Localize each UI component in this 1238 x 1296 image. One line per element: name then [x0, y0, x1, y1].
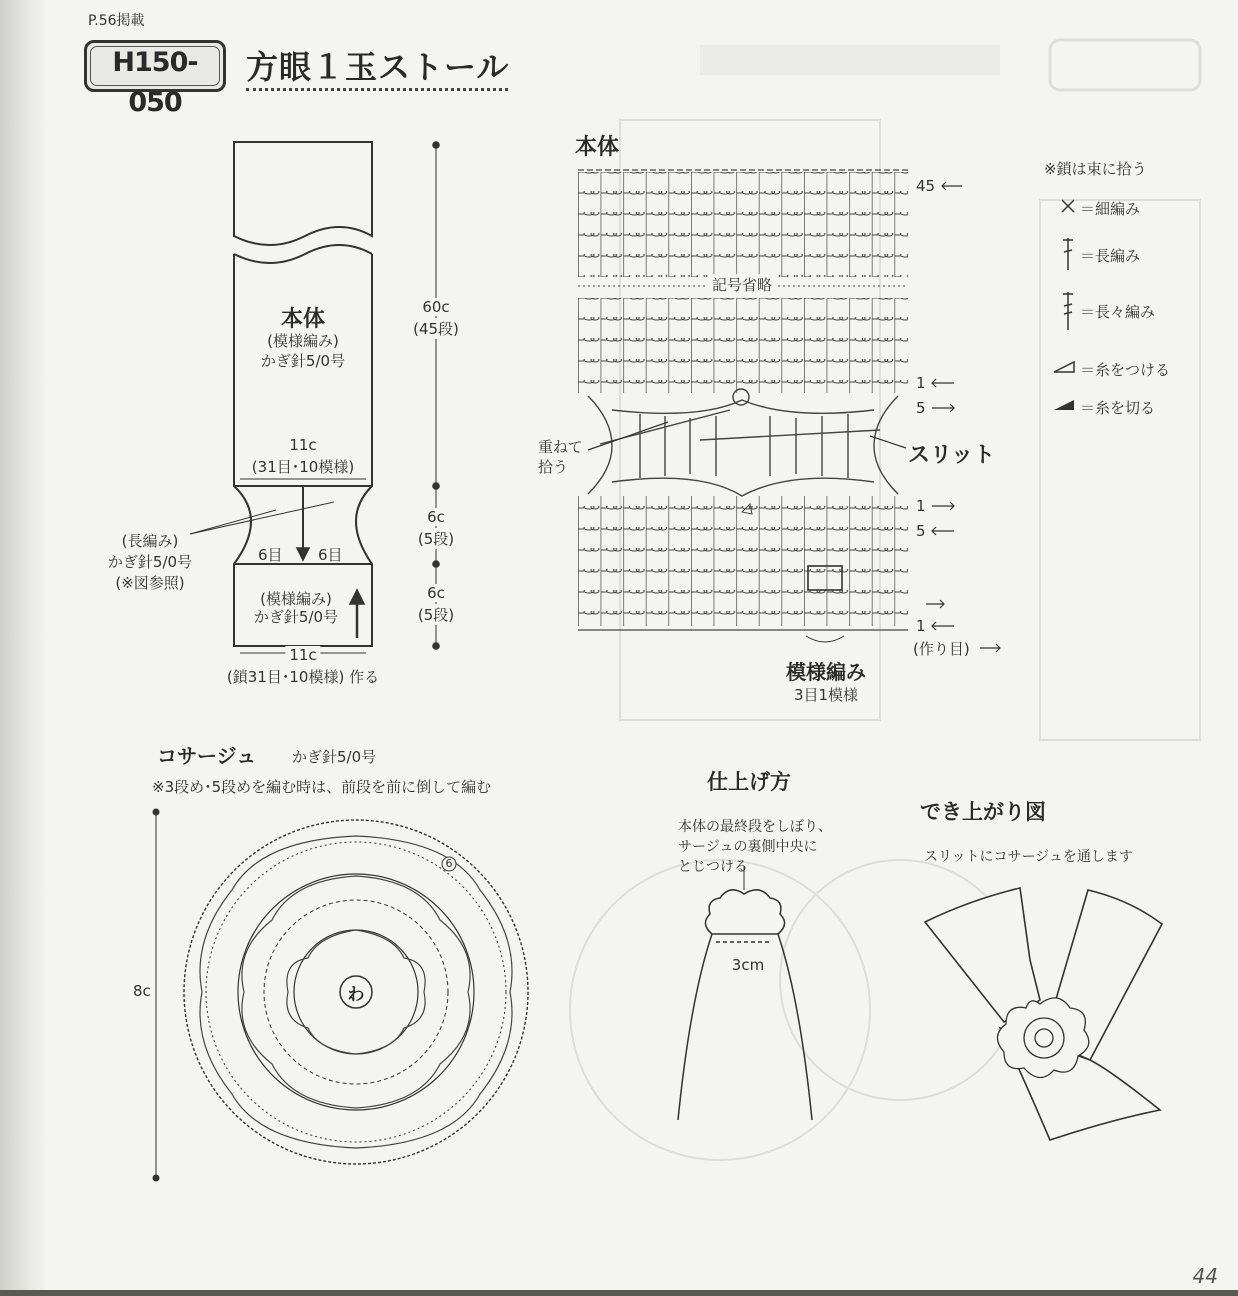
right-6-stitches: 6目: [318, 546, 343, 564]
chart-slit: スリット: [908, 443, 996, 468]
chart-row-1b: 1: [916, 497, 926, 515]
dim-11-top-sub: (31目･10模様): [251, 458, 355, 476]
dim-6a: 6c: [427, 508, 445, 526]
corsage-center-ring: わ: [347, 985, 365, 1005]
legend-single-crochet: ＝細編み: [1080, 200, 1141, 218]
waist-hook: かぎ針5/0号: [107, 553, 193, 571]
finishing-line-2: サージュの裏側中央に: [678, 839, 818, 855]
finishing-title: 仕上げ方: [707, 770, 791, 794]
chart-row-45: 45: [916, 177, 936, 195]
page-reference: P.56掲載: [88, 13, 145, 29]
dim-11-bottom: 11c: [285, 646, 320, 664]
chart-overlap-2: 拾う: [538, 458, 569, 476]
chart-row-5b: 5: [916, 522, 926, 540]
dim-60-rows: (45段): [413, 320, 459, 338]
waist-note: (※図参照): [115, 574, 185, 592]
legend-cut-yarn: ＝糸を切る: [1080, 399, 1156, 417]
page-title: 方眼１玉ストール: [246, 48, 510, 86]
dim-6b-rows: (5段): [417, 606, 455, 624]
legend-note: ※鎖は束に拾う: [1044, 160, 1147, 178]
chart-foundation: (作り目): [913, 640, 970, 658]
finishing-width: 3cm: [731, 956, 765, 974]
completed-title: でき上がり図: [920, 800, 1046, 824]
chart-row-1c: 1: [916, 617, 926, 635]
corsage-hook: かぎ針5/0号: [292, 748, 377, 766]
chart-overlap-1: 重ねて: [538, 438, 583, 456]
page-number: 44: [1192, 1264, 1218, 1288]
legend-double-crochet: ＝長編み: [1080, 247, 1141, 265]
corsage-note: ※3段め･5段めを編む時は、前段を前に倒して編む: [152, 778, 492, 796]
chart-symbols-omitted: 記号省略: [708, 274, 776, 295]
schematic-body-label: 本体: [280, 307, 326, 332]
finishing-line-3: とじつける: [678, 859, 748, 875]
chart-row-1a: 1: [916, 374, 926, 392]
chart-title: 本体: [575, 135, 620, 160]
corsage-row-6: 6: [445, 857, 453, 870]
bottom-stitch: (模様編み): [260, 590, 332, 608]
corsage-title: コサージュ: [157, 744, 257, 768]
left-6-stitches: 6目: [258, 546, 283, 564]
corsage-size: 8c: [133, 982, 151, 1000]
dim-6a-rows: (5段): [417, 530, 455, 548]
schematic-body-hook: かぎ針5/0号: [260, 352, 346, 370]
dim-6b: 6c: [427, 584, 445, 602]
legend-treble-crochet: ＝長々編み: [1080, 303, 1156, 321]
bottom-edge: [0, 1290, 1238, 1296]
chart-row-5a: 5: [916, 399, 926, 417]
finishing-line-1: 本体の最終段をしぼり、: [678, 819, 832, 835]
legend-join-yarn: ＝糸をつける: [1080, 361, 1171, 379]
chart-pattern-repeat: 3目1模様: [793, 686, 859, 704]
dim-11-bottom-sub: (鎖31目･10模様) 作る: [226, 668, 380, 686]
dim-60: 60c: [422, 298, 450, 316]
pattern-code: H150-050: [112, 47, 198, 118]
bottom-hook: かぎ針5/0号: [253, 608, 339, 626]
schematic-body-stitch: (模様編み): [267, 332, 339, 350]
waist-stitch: (長編み): [121, 532, 179, 550]
completed-caption: スリットにコサージュを通します: [924, 849, 1133, 865]
dim-11-top: 11c: [289, 436, 317, 454]
chart-pattern-name: 模様編み: [786, 660, 866, 684]
